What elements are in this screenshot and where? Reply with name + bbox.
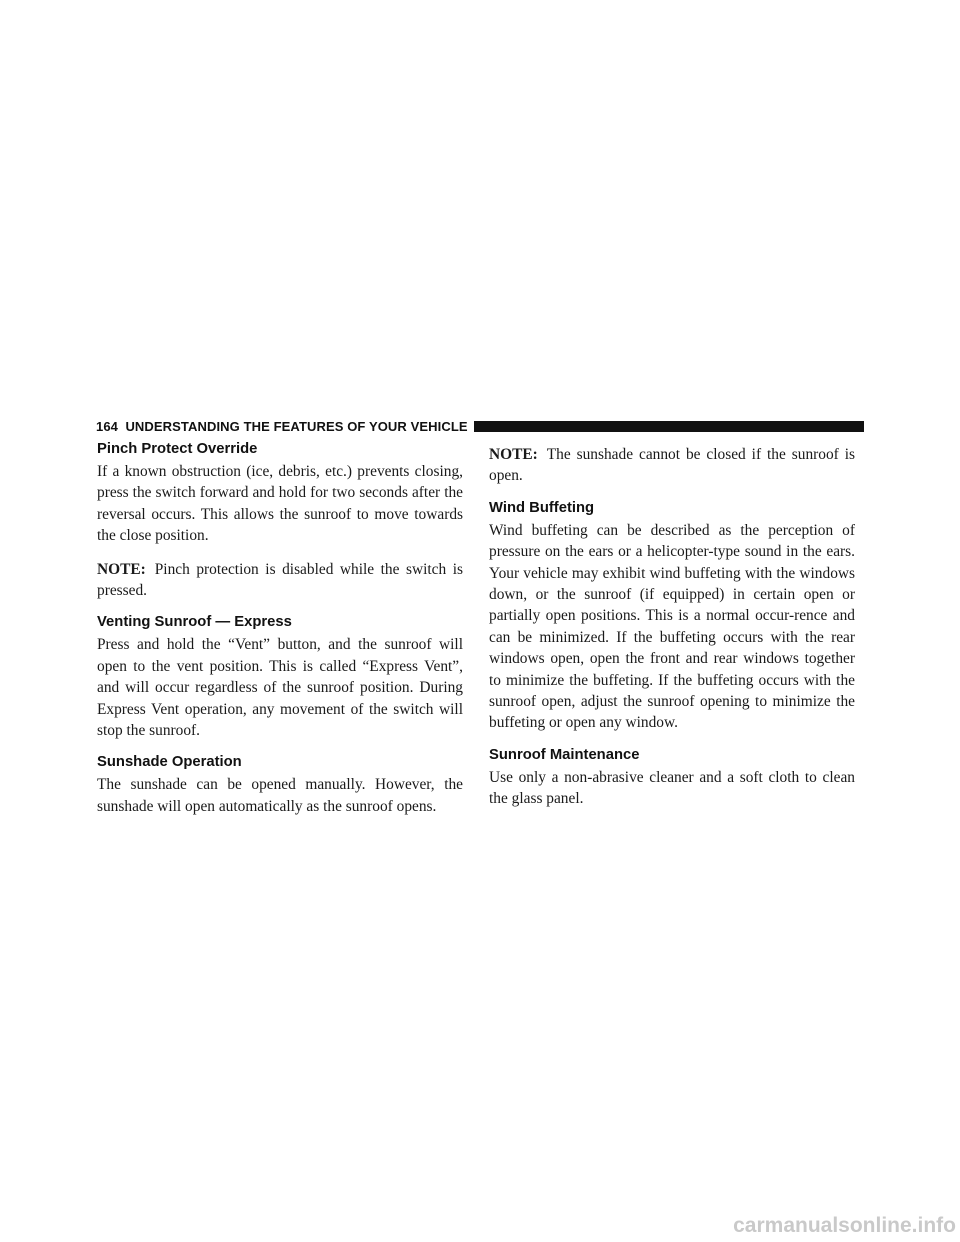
paragraph-sunroof-maintenance: Use only a non-abrasive cleaner and a soft cloth to clean the glass panel.: [489, 768, 855, 808]
paragraph-sunshade-operation: The sunshade can be opened manually. However, the sunshade will open automatically as the sunroof opens.: [97, 776, 463, 815]
left-column: [97, 440, 463, 829]
watermark: carmanualsonline.info: [733, 1214, 956, 1237]
note-label: NOTE:: [97, 560, 146, 578]
heading-pinch-protect-override: Pinch Protect Override: [97, 441, 258, 457]
header-rule-bar: [474, 421, 864, 432]
paragraph-venting-sunroof: Press and hold the “Vent” button, and the sunroof will open to the vent position. This is called “Express Vent”, and will occur regardless of the sunroof position. During Express Vent operation, any movement of the switch will stop the sunroof.: [97, 636, 463, 740]
page-header: [96, 419, 864, 434]
right-column: [489, 444, 855, 822]
note-sunshade: [489, 444, 855, 487]
note-label: NOTE:: [489, 446, 538, 463]
heading-sunroof-maintenance: Sunroof Maintenance: [489, 746, 640, 763]
note-pinch-protection: [97, 559, 463, 602]
note-text: Pinch protection is disabled while the switch is pressed.: [97, 560, 463, 600]
section-title: UNDERSTANDING THE FEATURES OF YOUR VEHICLE: [125, 419, 468, 434]
note-text: The sunshade cannot be closed if the sunroof is open.: [489, 446, 855, 485]
heading-sunshade-operation: Sunshade Operation: [97, 754, 242, 771]
paragraph-wind-buffeting: Wind buffeting can be described as the perception of pressure on the ears or a helicopter-type sound in the ears. Your vehicle may exhibit wind buffeting with the windows down, or the sunroof (if equipped) in certain open or partially open positions. This is a normal occur-rence and can be minimized. If the buffeting occurs with the rear windows open, open the front and rear windows together to minimize the buffeting. If the buffeting occurs with the sunroof open, adjust the sunroof opening to minimize the buffeting or open any window.: [489, 521, 855, 732]
page-header-text: [96, 419, 468, 434]
page-number: 164: [96, 419, 118, 434]
heading-wind-buffeting: Wind Buffeting: [489, 499, 595, 516]
heading-venting-sunroof-express: Venting Sunroof — Express: [97, 614, 292, 631]
paragraph-pinch-protect: If a known obstruction (ice, debris, etc.) prevents closing, press the switch forward and hold for two seconds after the reversal occurs. This allows the sunroof to move towards the close position.: [97, 463, 463, 545]
